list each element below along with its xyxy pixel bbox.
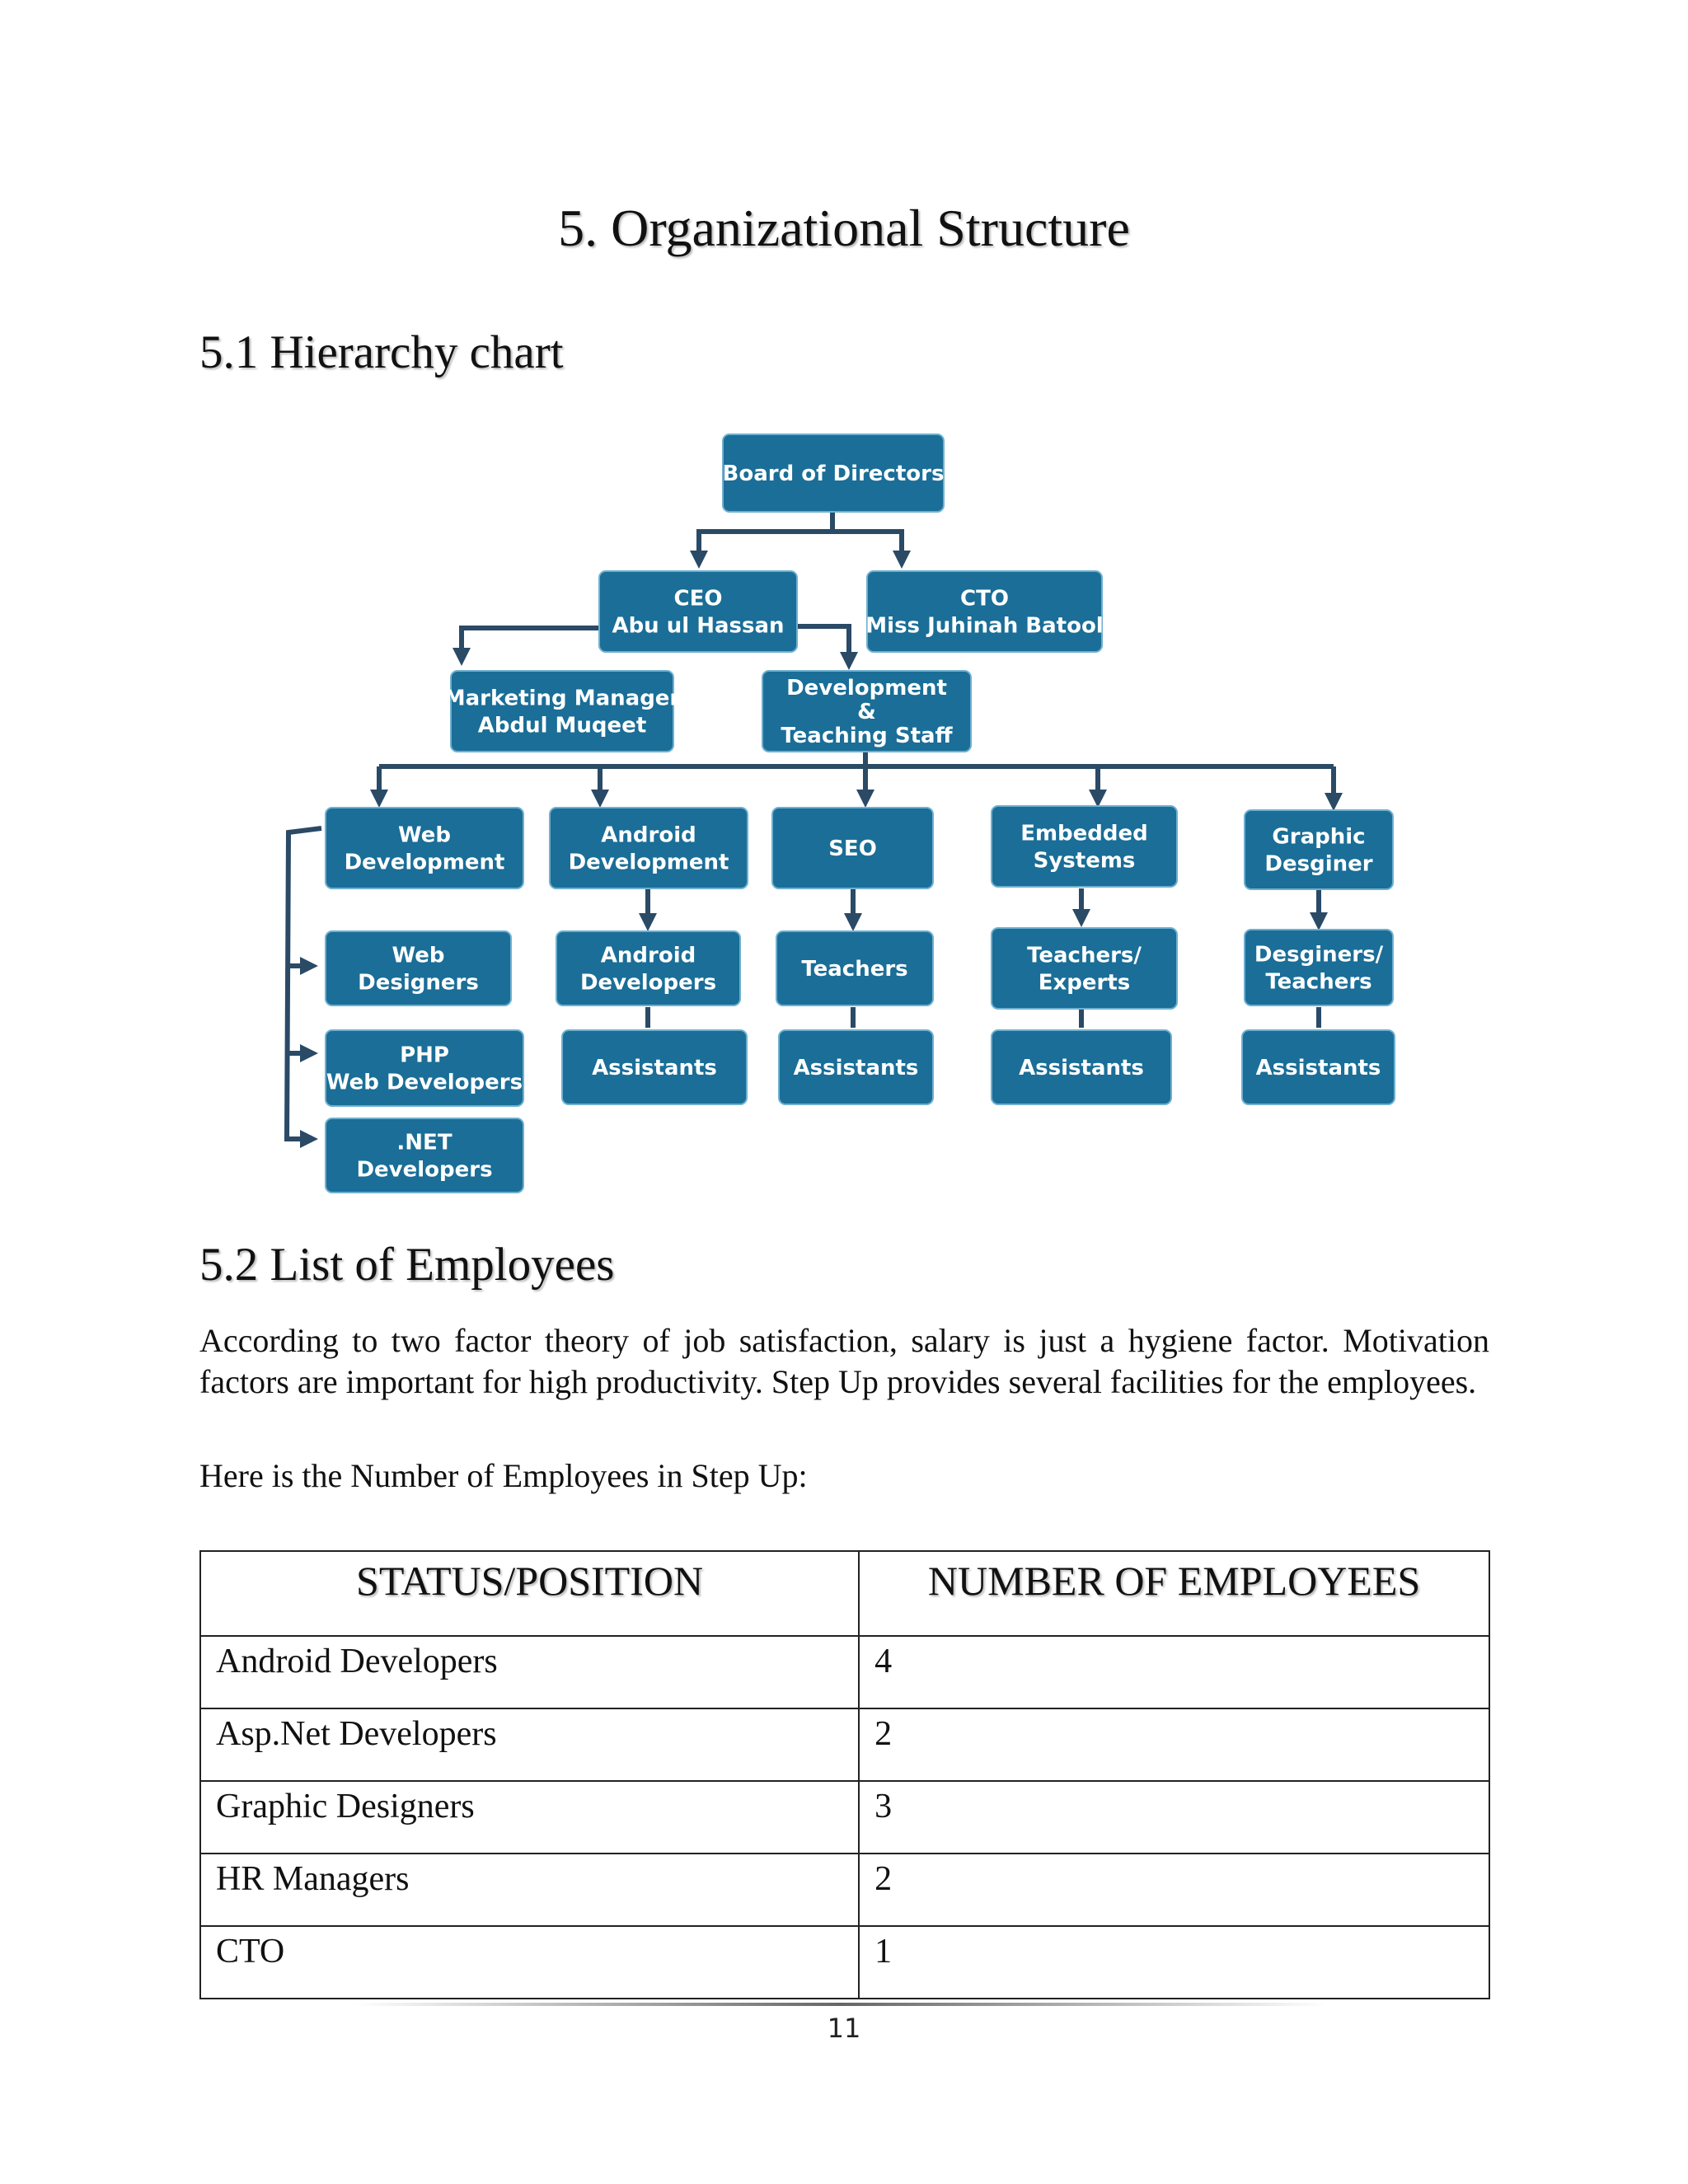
org-node-webdev [326,808,523,888]
org-node-label: Web [398,823,451,848]
org-node-asst-graphic [1242,1030,1395,1104]
table-row [200,1781,1489,1854]
table-row [200,1926,1489,1999]
org-node-label: Development [344,850,505,875]
org-node-label: Abdul Muqeet [477,713,647,738]
org-node-label: Android [600,943,696,968]
position-cell: HR Managers [200,1854,859,1926]
org-node-teachersexperts [992,928,1177,1009]
org-node-asst-android [562,1030,747,1104]
org-node-asst-embedded [992,1030,1171,1104]
org-node-board [723,434,945,512]
org-node-label: Marketing Manager [443,686,681,711]
org-node-ceo [599,571,797,652]
org-node-label: Teachers/ [1027,943,1142,968]
position-cell: Android Developers [200,1636,859,1708]
org-node-label: Developers [356,1157,493,1183]
org-node-box [326,808,523,888]
org-node-label: & [857,700,876,724]
org-node-label: CTO [960,586,1009,612]
org-node-devstaff [762,671,971,752]
org-node-label: Teachers [801,957,908,982]
org-node-label: Desginers/ [1254,942,1384,968]
org-node-label: Embedded [1020,821,1148,846]
table-row [200,1636,1489,1708]
org-node-label: Graphic [1272,824,1366,850]
count-cell: 2 [859,1708,1489,1781]
org-node-androiddevelopers [556,931,740,1005]
intro-paragraph: According to two factor theory of job satisfaction, salary is just a hygiene factor. Motivation factors are important for high productivity. Step Up provides several facilities for the employees. [199,1322,1489,1400]
table-row [200,1854,1489,1926]
page-title: 5. Organizational Structure [558,199,1130,257]
org-node-label: Assistants [1255,1056,1381,1080]
org-node-label: Development [568,850,729,875]
org-node-label: Board of Directors [722,462,945,486]
position-cell: Graphic Designers [200,1781,859,1854]
org-node-webdesigners [326,931,511,1005]
org-node-label: Android [601,823,696,848]
org-node-box [867,571,1102,652]
org-node-label: Developers [579,970,717,996]
org-node-marketing [444,671,681,752]
employees-table [199,1550,1490,1999]
count-cell: 1 [859,1926,1489,1999]
org-node-phpdevs [326,1030,523,1106]
position-cell: CTO [200,1926,859,1999]
org-node-box [992,928,1177,1009]
org-node-box [451,671,673,752]
org-node-label: Miss Juhinah Batool [865,613,1104,639]
org-node-seoteachers [776,931,933,1005]
footer-divider [354,2003,1327,2006]
org-node-androiddev [550,808,748,888]
page-number: 11 [827,2013,861,2044]
org-node-box [599,571,797,652]
org-node-graphic [1245,810,1393,889]
count-cell: 2 [859,1854,1489,1926]
org-node-seo [772,808,933,888]
org-node-label: Web [392,943,445,968]
org-node-label: Systems [1033,848,1136,874]
org-node-label: CEO [673,586,723,612]
org-node-label: Desginer [1264,851,1373,877]
org-node-label: Teaching Staff [781,724,953,748]
table-header-row [200,1551,1489,1636]
org-node-box [992,806,1177,887]
org-node-box [1245,810,1393,889]
org-node-label: Assistants [1019,1056,1144,1080]
org-node-label: Experts [1038,970,1131,996]
count-cell: 4 [859,1636,1489,1708]
table-row [200,1708,1489,1781]
org-node-label: Development [786,676,947,701]
org-node-asst-seo [779,1030,933,1104]
header-number-of-employees: NUMBER OF EMPLOYEES [859,1551,1489,1636]
org-node-netdevs [326,1118,523,1193]
section-heading-employees: 5.2 List of Employees [199,1239,615,1291]
org-node-designersteachers [1245,930,1393,1005]
org-node-label: PHP [400,1043,449,1068]
org-node-label: Assistants [592,1056,717,1080]
org-node-box [550,808,748,888]
org-node-label: Designers [358,970,479,996]
org-node-label: .NET [396,1130,452,1155]
section-heading-hierarchy: 5.1 Hierarchy chart [199,326,564,378]
org-node-label: Teachers [1265,969,1372,995]
org-node-label: Web Developers [326,1070,523,1095]
org-node-embedded [992,806,1177,887]
org-node-label: Assistants [793,1056,919,1080]
org-node-label: Abu ul Hassan [612,613,785,639]
org-node-cto [865,571,1103,652]
position-cell: Asp.Net Developers [200,1708,859,1781]
header-status-position: STATUS/POSITION [200,1551,859,1636]
table-intro-paragraph: Here is the Number of Employees in Step Up: [199,1457,808,1494]
count-cell: 3 [859,1781,1489,1854]
org-node-label: SEO [828,837,877,861]
